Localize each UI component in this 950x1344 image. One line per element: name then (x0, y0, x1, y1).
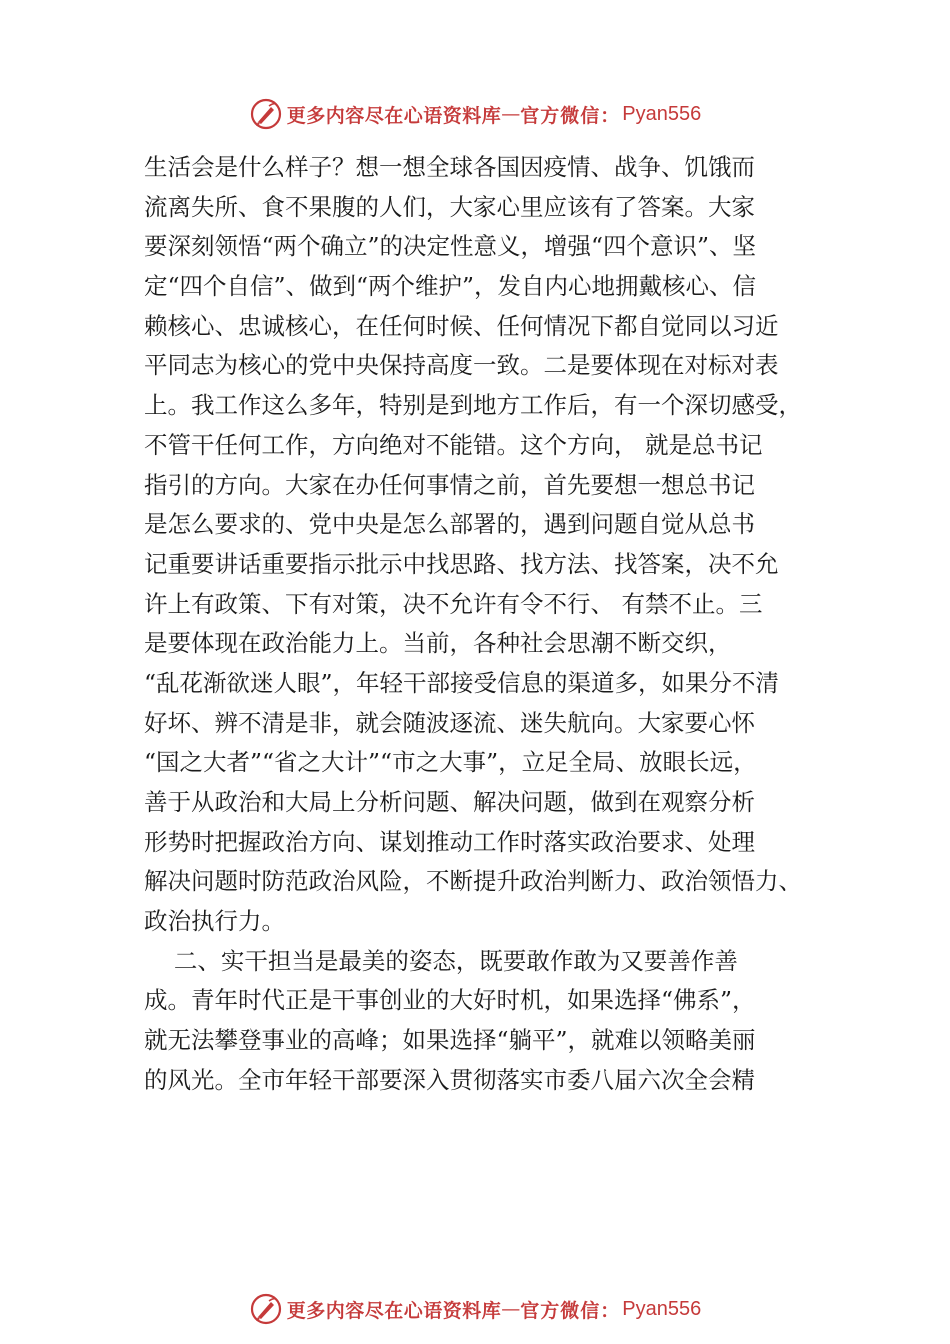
body-line: 定“四个自信”、做到“两个维护”，发自内心地拥戴核心、信 (144, 272, 757, 301)
watermark-dash: — (501, 1298, 521, 1320)
body-line: 是要体现在政治能力上。当前，各种社会思潮不断交织， (144, 629, 732, 658)
body-line: 好坏、辨不清是非，就会随波逐流、迷失航向。大家要心怀 (144, 708, 755, 737)
body-line: 就无法攀登事业的高峰；如果选择“躺平”，就难以领略美丽 (144, 1026, 756, 1055)
footer-watermark (0, 1289, 950, 1329)
body-line: 许上有政策、下有对策，决不允许有令不行、 有禁不止。三 (144, 589, 763, 618)
body-line: 赖核心、忠诚核心，在任何时候、任何情况下都自觉同以习近 (144, 311, 779, 340)
watermark-sub-text: 官方微信： (520, 104, 621, 127)
pen-logo-icon (249, 1292, 283, 1326)
body-line: 善于从政治和大局上分析问题、解决问题，做到在观察分析 (144, 788, 755, 816)
header-watermark (0, 94, 950, 134)
body-line: 流离失所、食不果腹的人们，大家心里应该有了答案。大家 (144, 192, 755, 221)
watermark-main-text: 更多内容尽在心语资料库 (286, 1299, 502, 1322)
watermark-wechat-id: Pyan556 (622, 102, 702, 125)
watermark-sub-text: 官方微信： (520, 1299, 621, 1322)
body-line: 的风光。全市年轻干部要深入贯彻落实市委八届六次全会精 (144, 1065, 755, 1094)
watermark-main-text: 更多内容尽在心语资料库 (286, 104, 502, 127)
body-line: 记重要讲话重要指示批示中找思路、找方法、找答案，决不允 (144, 549, 779, 578)
body-line: “乱花渐欲迷人眼”，年轻干部接受信息的渠道多，如果分不清 (144, 668, 780, 697)
body-line: 上。我工作这么多年，特别是到地方工作后，有一个深切感受， (144, 391, 802, 420)
document-body (144, 148, 824, 1101)
body-line: 是怎么要求的、党中央是怎么部署的，遇到问题自觉从总书 (144, 510, 755, 539)
body-line: “国之大者”“省之大计”“市之大事”，立足全局、放眼长远， (144, 748, 757, 777)
body-line: 成。青年时代正是干事创业的大好时机，如果选择“佛系”， (144, 986, 756, 1015)
body-line: 要深刻领悟“两个确立”的决定性意义，增强“四个意识”、坚 (144, 232, 757, 261)
body-line: 政治执行力。 (144, 907, 285, 936)
body-line: 不管干任何工作，方向绝对不能错。这个方向， 就是总书记 (144, 430, 763, 459)
watermark-dash: — (501, 103, 521, 125)
pen-logo-icon (249, 97, 283, 131)
body-line: 解决问题时防范政治风险，不断提升政治判断力、政治领悟力、 (144, 867, 802, 896)
body-line: 生活会是什么样子？想一想全球各国因疫情、战争、饥饿而 (144, 153, 755, 181)
watermark-wechat-id: Pyan556 (622, 1297, 702, 1320)
body-line: 平同志为核心的党中央保持高度一致。二是要体现在对标对表 (144, 351, 779, 380)
body-line: 形势时把握政治方向、谋划推动工作时落实政治要求、处理 (144, 827, 755, 856)
body-line-paragraph-start: 二、实干担当是最美的姿态，既要敢作敢为又要善作善 (144, 946, 738, 975)
body-line: 指引的方向。大家在办任何事情之前，首先要想一想总书记 (144, 470, 755, 499)
